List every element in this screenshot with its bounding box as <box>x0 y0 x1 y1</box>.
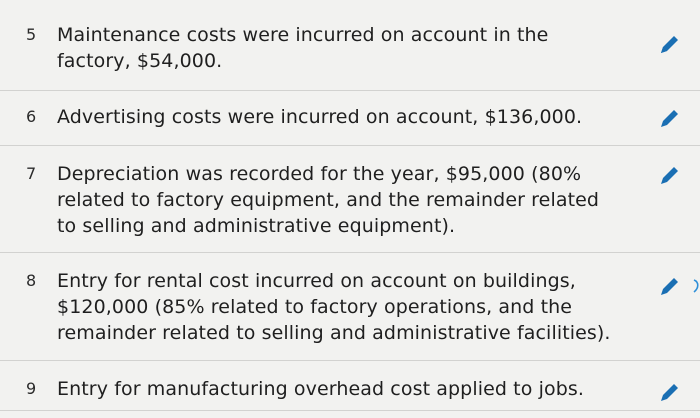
divider <box>0 90 700 91</box>
divider <box>0 252 700 253</box>
item-description: Maintenance costs were incurred on account in the factory, $54,000. <box>57 24 549 72</box>
list-item <box>0 268 700 348</box>
item-description: Entry for manufacturing overhead cost applied to jobs. <box>57 378 584 400</box>
item-description: Entry for rental cost incurred on account on buildings, $120,000 (85% related to factory operations, and the remainder related to selling and administrative facilities). <box>57 270 611 344</box>
cropped-icon <box>690 276 700 296</box>
item-number: 8 <box>26 271 37 290</box>
divider <box>0 410 700 411</box>
item-description: Depreciation was recorded for the year, $95,000 (80% related to factory equipment, and the remainder related to selling and administrative equipment). <box>57 163 600 237</box>
list-item <box>0 104 700 134</box>
pencil-icon[interactable] <box>656 274 682 300</box>
item-number: 7 <box>26 164 37 183</box>
pencil-icon[interactable] <box>656 32 682 58</box>
pencil-icon[interactable] <box>656 380 682 406</box>
divider <box>0 145 700 146</box>
pencil-icon[interactable] <box>656 106 682 132</box>
list-item <box>0 20 700 82</box>
item-number: 9 <box>26 379 37 398</box>
pencil-icon[interactable] <box>656 163 682 189</box>
list-item <box>0 161 700 241</box>
divider <box>0 360 700 361</box>
item-number: 5 <box>26 25 37 44</box>
list-item <box>0 376 700 406</box>
item-number: 6 <box>26 107 37 126</box>
item-description: Advertising costs were incurred on account, $136,000. <box>57 106 583 128</box>
